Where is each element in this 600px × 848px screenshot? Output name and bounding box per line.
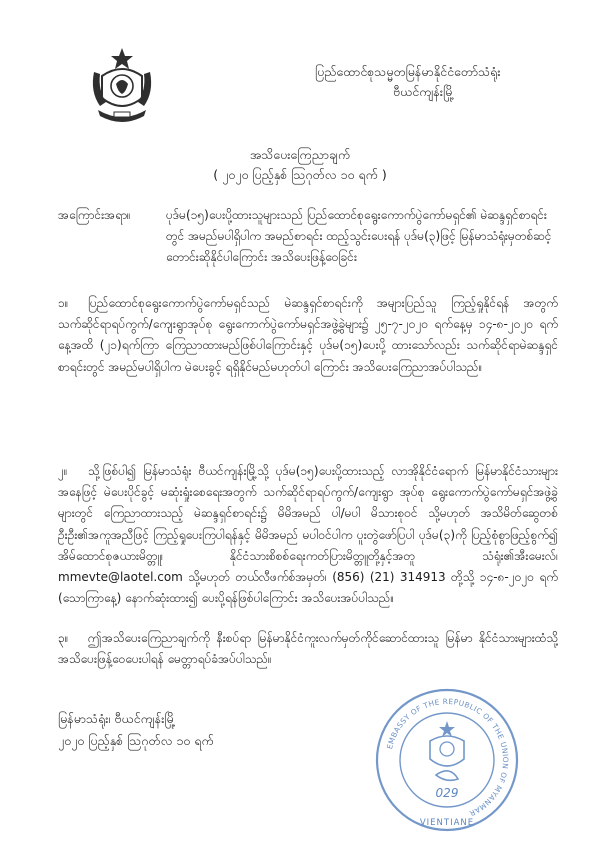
- subject-text: ပုဒ်မ(၁၅)ပေးပို့ထားသူများသည် ပြည်ထောင်စုရွေးကောက်ပွဲကော်မရှင်၏ မဲဆန္ဒရှင်စာရင်းတွင် အမည်မပါရှိပါက အမည်စာရင်း ထည့်သွင်းပေးရန် ပုဒ်မ(၃)ဖြင့် မြန်မာသံရုံးမှတစ်ဆင့် တောင်းဆိုနိုင်ပါကြောင်း အသိပေးဖြန့်ဝေခြင်း: [166, 208, 552, 264]
- signature-block: [58, 708, 214, 752]
- notice-date: ( ၂၀၂၀ ပြည့်နှစ် ဩဂုတ်လ ၁၀ ရက် ): [213, 167, 387, 182]
- signature-date: ၂၀၂၀ ပြည့်နှစ် ဩဂုတ်လ ၁၀ ရက်: [58, 733, 214, 748]
- paragraph-number: ၁။: [58, 296, 69, 310]
- paragraph-number: ၂။: [58, 464, 68, 478]
- paragraph-text: သို့ဖြစ်ပါ၍ မြန်မာသံရုံး ဗီယင်ကျန်းမြို့သို့ ပုဒ်မ(၁၅)ပေးပို့ထားသည့် လာအိုနိုင်ငံရောက် မြန်မာနိုင်ငံသားများအနေဖြင့် မဲပေးပိုင်ခွင့် မဆုံးရှုံးစေရေးအတွက် သက်ဆိုင်ရာရပ်ကွက်/ကျေးရွာ အုပ်စု ရွေးကောက်ပွဲကော်မရှင်အဖွဲ့ခွဲများတွင် ကြေညာထားသည့် မဲဆန္ဒရှင်စာရင်း၌ မိမိအမည် ပါ/မပါ မိသားစုဝင် သို့မဟုတ် အသိမိတ်ဆွေတစ်ဦးဦး၏အကူအညီဖြင့် ကြည့်ရှုပေးကြပါရန်နှင့် မိမိအမည် မပါဝင်ပါက ပူးတွဲဖော်ပြပါ ပုဒ်မ(၃)ကို ပြည့်စုံစွာဖြည့်စွက်၍ အိမ်ထောင်စုဇယားမိတ္တူ၊ နိုင်ငံသားစိစစ်ရေးကတ်ပြားမိတ္တူတို့နှင့်အတူ သံရုံး၏အီးမေးလ်၊ mmevte@laotel.com သို့မဟုတ် တယ်လီဖက်စ်အမှတ်၊ (856) (21) 314913 တို့သို့ ၁၄-၈-၂၀၂၀ ရက် (သောကြာနေ့) နောက်ဆုံးထား၍ ပေးပို့ရန်ဖြစ်ပါကြောင်း အသိပေးအပ်ပါသည်။: [58, 464, 558, 606]
- subject-block: [58, 205, 558, 268]
- stamp-number: 029: [435, 786, 459, 800]
- stamp-ring-text: EMBASSY OF THE REPUBLIC OF THE UNION OF MYANMAR: [385, 696, 511, 819]
- paragraph: [58, 293, 558, 378]
- paragraph-number: ၃။: [58, 631, 69, 645]
- embassy-city: ဗီယင်ကျန်းမြို့: [393, 84, 455, 99]
- embassy-name: ပြည်ထောင်စုသမ္မတမြန်မာနိုင်ငံတော်သံရုံး: [315, 64, 501, 79]
- notice-title: အသိပေးကြေညာချက်: [249, 147, 351, 162]
- stamp-emblem-icon: [430, 721, 464, 780]
- state-emblem-icon: [88, 46, 156, 124]
- paragraph-text: ပြည်ထောင်စုရွေးကောက်ပွဲကော်မရှင်သည် မဲဆန္ဒရှင်စာရင်းကို အများပြည်သူ ကြည့်ရှုနိုင်ရန် အတွက် သက်ဆိုင်ရာရပ်ကွက်/ကျေးရွာအုပ်စု ရွေးကောက်ပွဲကော်မရှင်အဖွဲ့ခွဲများ၌ ၂၅-၇-၂၀၂၀ ရက်နေ့မှ ၁၄-၈-၂၀၂၀ ရက်နေ့အထိ (၂၁)ရက်ကြာ ကြေညာထားမည်ဖြစ်ပါကြောင်းနှင့် ပုဒ်မ(၁၅)ပေးပို့ ထားသော်လည်း သက်ဆိုင်ရာမဲဆန္ဒရှင်စာရင်းတွင် အမည်မပါရှိပါက မဲပေးခွင့် ရရှိနိုင်မည်မဟုတ်ပါ ကြောင်း အသိပေးကြေညာအပ်ပါသည်။: [58, 296, 558, 374]
- subject-label: အကြောင်းအရာ။: [58, 208, 131, 222]
- stamp-city: VIENTIANE: [419, 818, 475, 828]
- letterhead: [315, 62, 585, 102]
- embassy-seal-stamp: [372, 685, 522, 835]
- paragraph: [58, 628, 558, 670]
- paragraph: [58, 461, 558, 609]
- signature-office: မြန်မာသံရုံး၊ ဗီယင်ကျန်းမြို့: [58, 711, 176, 726]
- paragraph-text: ဤအသိပေးကြေညာချက်ကို နီးစပ်ရာ မြန်မာနိုင်ငံကူးလက်မှတ်ကိုင်ဆောင်ထားသူ မြန်မာ နိုင်ငံသားများထံသို့ အသိပေးဖြန့်ဝေပေးပါရန် မေတ္တာရပ်ခံအပ်ပါသည်။: [58, 631, 558, 667]
